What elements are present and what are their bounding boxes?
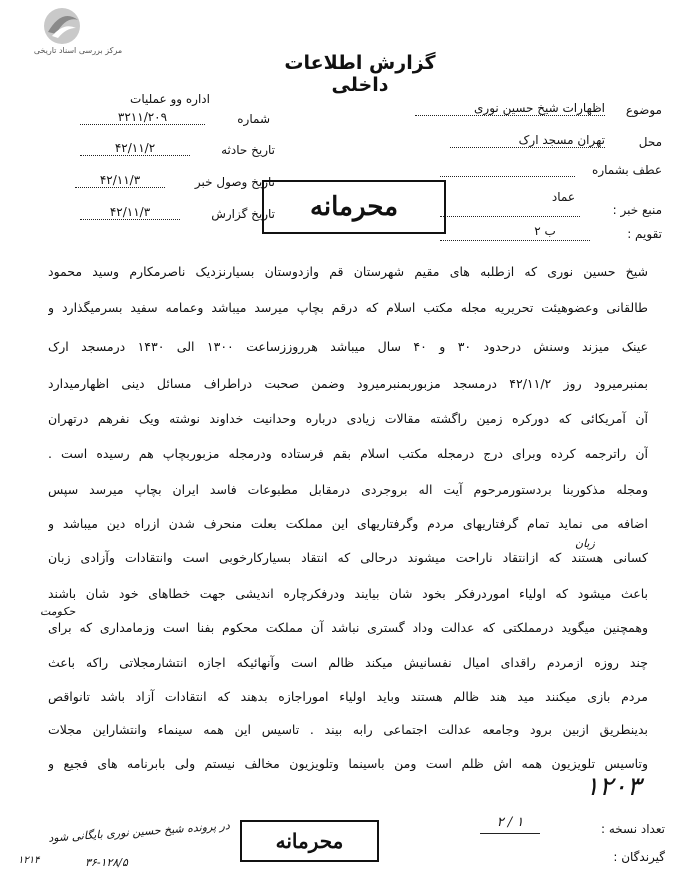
archive-emblem-icon [40,6,84,46]
source-value-line [440,216,580,217]
reference-value-line [440,176,575,177]
body-line: عینک میزند وسنش درحدود ۳۰ و ۴۰ سال میباشد هرروززساعت ۱۳۰۰ الی ۱۴۳۰ درمسجد ارک [48,339,648,354]
copies-value: ۲ / ۱ [496,815,524,830]
body-line: شیخ حسین نوری که ازطلبه های مقیم شهرستان قم وازدوستان بسیارنزدیک ناصرمکارم وسید محمود [48,264,648,279]
evaluation-label: تقویم : [627,227,662,241]
source-label: منبع خبر : [612,203,662,217]
body-line: طالقانی وعضوهیئت تحریریه مجله مکتب اسلام که درقم بچاپ میرسد میباشد وعمامه سفید بسرمیگذارد و [48,300,648,315]
body-line: آن راترجمه کرده وبرای درج درمجله مکتب اسلام بقم فرستاده ودرمجله مزبوربچاپ هم رسیده است . [48,446,648,461]
source-value: عماد [551,190,575,204]
file-number: ۳۶-۱۲۸/۵ [85,856,128,869]
margin-insert-zaban: زبان [575,537,595,550]
place-value: تهران مسجد ارک [450,133,605,148]
archive-logo [18,6,138,56]
confidential-stamp: محرمانه [262,180,446,234]
body-line: باعث میشود که اولیاء اموردرفکر بخود شان بیایند ودرفکرچاره اندیشی جهت خطاهای خود شان باشند [48,586,648,601]
filing-note: در پرونده شیخ حسین نوری بایگانی شود [47,819,231,845]
body-line: ومجله مذکوربنا بردستورمرحوم آیت اله بروجردی درمقابل مطبوعات فاسد ایران بچاپ میرسد سپس [48,482,648,497]
body-line: وهمچنین میگوید درمملکتی که عدالت وداد گستری نباشد آن مملکت محکوم بفنا است وزمامداری که برای [48,620,648,635]
event-date-label: تاریخ حادثه [221,143,275,157]
small-number: ۱۲۱۴ [18,855,40,866]
body-line: مردم بازی میکنند مید هند ظالم هستند وباید اولیاء اموراجازه بدهند که انتقادات آزاد باشد تانواقص [48,689,648,704]
body-line: وتاسیس تلویزیون همه اش ظلم است ومن باسینما وتلویزیون مخالف نیستم ولی بابرنامه های فجیع و [48,756,648,771]
body-line: بمنبرمیرود روز ۴۲/۱۱/۲ درمسجد مزبوربمنبرمیرود وضمن صحبت دراطراف مسائل دینی اظهارمیدارد [48,376,648,391]
number-value: ۳۲۱۱/۲۰۹ [80,110,205,125]
report-date-label: تاریخ گزارش [211,207,275,221]
report-title: گزارش اطلاعات داخلی [284,52,436,96]
body-line: بدینطریق ازبین برود وجامعه عدالت اجتماعی رابه بیند . تاسیس این همه سینماء وانتشاراین مجلات [48,722,648,737]
subject-label: موضوع [625,103,662,117]
place-label: محل [638,135,662,149]
body-line: اضافه می نماید تمام گرفتاریهای مردم وگرفتاریهای این مملکت بعلت منحرف شدن ازراه دین میباشد و [48,516,648,531]
department: اداره وو عملیات [130,92,210,106]
reference-label: عطف بشماره [592,163,662,177]
evaluation-value: ب ۲ [534,224,556,238]
evaluation-value-line [440,240,590,241]
body-line: چند روزه ازمردم راقدای امیال نفسانیش میکند ظالم است وآنهائیکه اجازه انتشارمجلاتی راکه باعث [48,655,648,670]
footer-confidential-stamp: محرمانه [240,820,379,862]
receipt-date-label: تاریخ وصول خبر [194,175,275,189]
copies-label: تعداد نسخه : [600,822,665,836]
body-line: کسانی هستند که ازانتقاد ناراحت میشوند درحالی که انتقاد بسیارکارخوبی است وانتقادات وآزادی زبان [48,550,648,565]
handwritten-side-number: ۱۲۰۳ [585,772,641,802]
body-line: آن آمریکائی که دورکره زمین راگشته مقالات زیادی درباره وحدانیت خداوند نوشته ویک نفرهم درتهران [48,411,648,426]
number-label: شماره [237,112,270,126]
archive-caption: مرکز بررسی اسناد تاریخی [33,46,123,55]
report-date-value: ۴۲/۱۱/۳ [80,205,180,220]
event-date-value: ۴۲/۱۱/۲ [80,141,190,156]
margin-insert-hokumat: حکومت [40,605,76,618]
receipt-date-value: ۴۲/۱۱/۳ [75,173,165,188]
copies-underline [480,833,540,834]
subject-value: اظهارات شیخ حسین نوری [415,101,605,116]
recipients-label: گیرندگان : [613,850,665,864]
